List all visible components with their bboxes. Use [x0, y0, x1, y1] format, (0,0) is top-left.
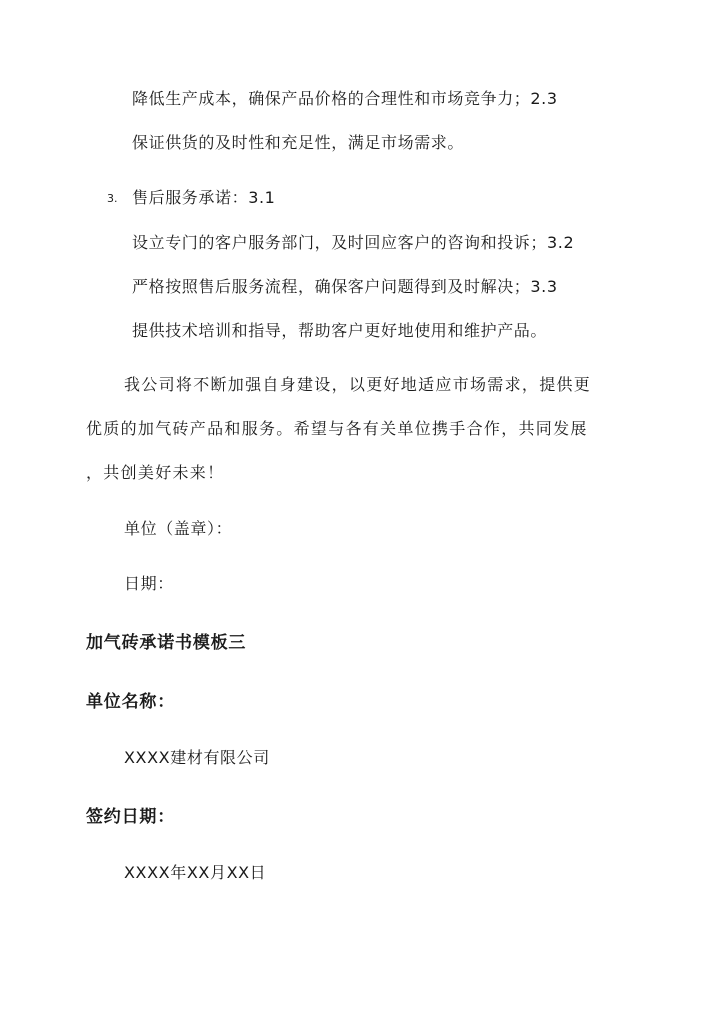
unit-seal-label: 单位（盖章）： [124, 519, 233, 538]
closing-paragraph-line-2: 优质的加气砖产品和服务。希望与各有关单位携手合作，共同发展 [86, 419, 588, 438]
list-item-3-line-1: 设立专门的客户服务部门，及时回应客户的咨询和投诉；3.2 [132, 233, 575, 252]
template-3-title: 加气砖承诺书模板三 [86, 633, 247, 653]
date-label: 日期： [124, 574, 174, 593]
unit-name-label: 单位名称： [86, 692, 175, 712]
list-item-3-line-3: 提供技术培训和指导，帮助客户更好地使用和维护产品。 [132, 321, 548, 340]
closing-paragraph-line-3: ，共创美好未来！ [86, 463, 225, 482]
list-item-2-line-2: 保证供货的及时性和充足性，满足市场需求。 [132, 133, 465, 152]
list-item-3-line-2: 严格按照售后服务流程，确保客户问题得到及时解决；3.3 [132, 277, 558, 296]
closing-paragraph-line-1: 我公司将不断加强自身建设，以更好地适应市场需求，提供更 [124, 375, 592, 394]
list-item-2-line-1: 降低生产成本，确保产品价格的合理性和市场竞争力；2.3 [132, 89, 558, 108]
list-item-3-number: 3. [107, 192, 118, 205]
list-item-3-title: 售后服务承诺：3.1 [132, 188, 276, 207]
sign-date-label: 签约日期： [86, 807, 175, 827]
unit-name-value: XXXX建材有限公司 [124, 748, 270, 767]
sign-date-value: XXXX年XX月XX日 [124, 863, 267, 882]
